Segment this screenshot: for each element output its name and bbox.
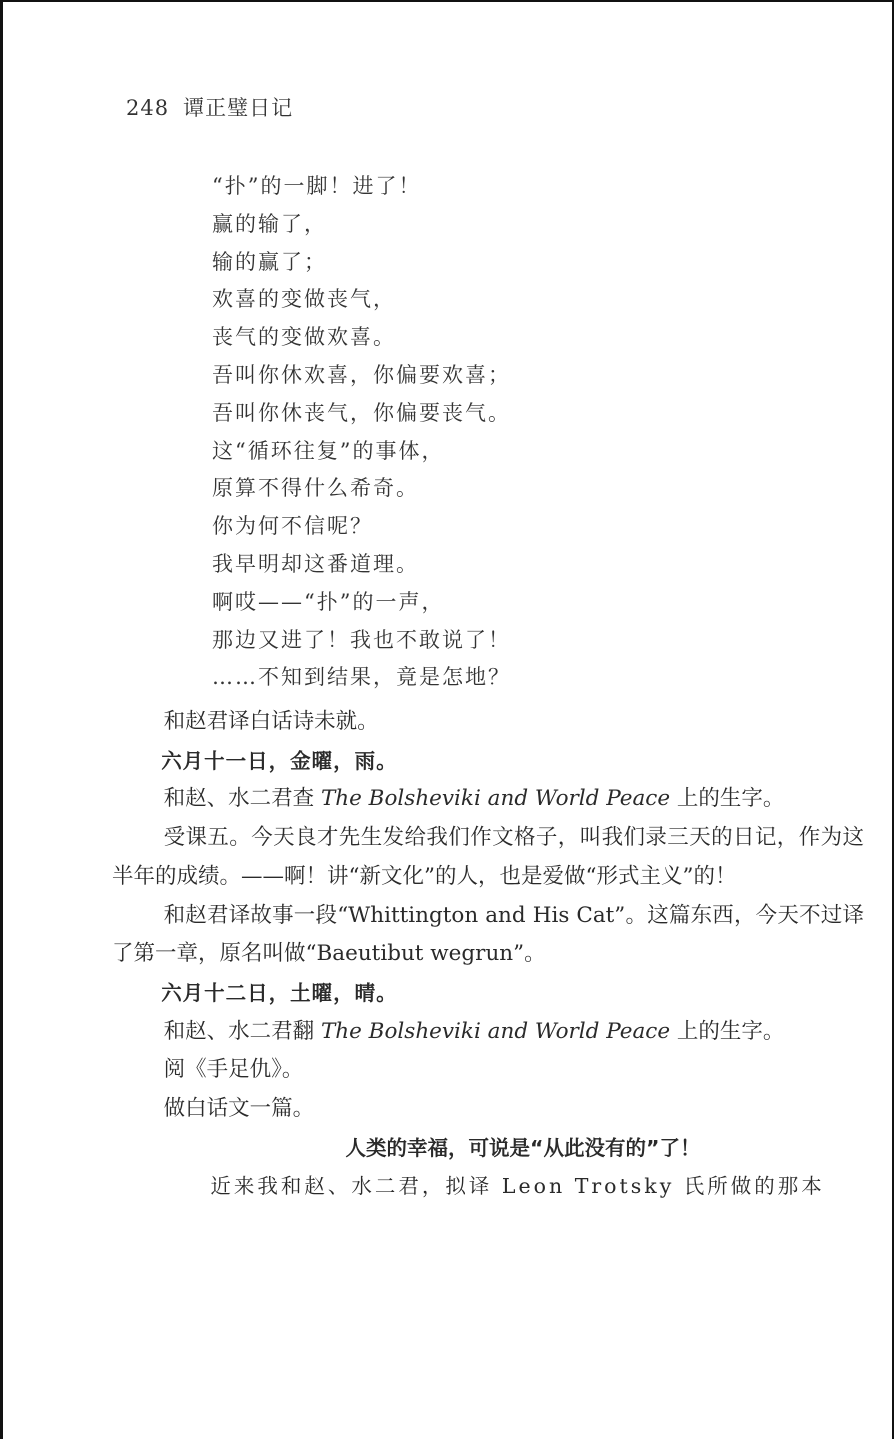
poem-line: 原算不得什么希奇。: [212, 476, 419, 501]
paragraph-text: 上的生字。: [670, 1018, 785, 1044]
poem-line: 赢的输了，: [212, 211, 327, 236]
page-number: 248: [126, 96, 170, 120]
paragraph: 受课五。今天良才先生发给我们作文格子，叫我们录三天的日记，作为这半年的成绩。——啊！讲“新文化”的人，也是爱做“形式主义”的！: [112, 825, 864, 889]
poem-line: 这“循环往复”的事体，: [212, 438, 445, 463]
poem-line: 那边又进了！我也不敢说了！: [212, 627, 511, 652]
essay-heading: 人类的幸福，可说是“从此没有的”了！: [345, 1135, 701, 1160]
poem-line: 丧气的变做欢喜。: [212, 325, 396, 350]
page-border-top: [0, 0, 894, 2]
poem-line: 吾叫你休丧气，你偏要丧气。: [212, 400, 511, 425]
paragraph: 近来我和赵、水二君，拟译 Leon Trotsky 氏所做的那本: [210, 1174, 825, 1199]
book-title: 谭正璧日记: [183, 96, 294, 120]
paragraph-text: 和赵、水二君查: [163, 786, 321, 812]
paragraph: 和赵君译故事一段“Whittington and His Cat”。这篇东西，今天不过译了第一章，原名叫做“Baeutibut wegrun”。: [112, 902, 864, 967]
paragraph: [112, 1013, 864, 1052]
poem-line: 吾叫你休欢喜，你偏要欢喜；: [212, 362, 511, 387]
poem-line: 啊哎——“扑”的一声，: [212, 589, 445, 614]
book-title-italic: The Bolsheviki and World Peace: [320, 786, 671, 812]
poem-line: “扑”的一脚！进了！: [212, 174, 422, 198]
paragraph-text: 上的生字。: [670, 786, 785, 812]
paragraph: 做白话文一篇。: [163, 1096, 315, 1122]
diary-date: 六月十二日，土曜，晴。: [161, 980, 398, 1005]
diary-body: [112, 703, 864, 1206]
diary-date: 六月十一日，金曜，雨。: [161, 748, 398, 773]
paragraph: 阅《手足仇》。: [163, 1057, 304, 1083]
poem-line: 我早明却这番道理。: [212, 551, 419, 576]
poem-line: 欢喜的变做丧气，: [212, 287, 396, 312]
poem-block: [212, 168, 511, 697]
poem-line: 输的赢了；: [212, 249, 327, 274]
book-title-italic: The Bolsheviki and World Peace: [320, 1018, 671, 1044]
poem-line: ……不知到结果，竟是怎地？: [212, 665, 511, 690]
paragraph: 和赵君译白话诗未就。: [163, 709, 379, 734]
paragraph: [112, 780, 864, 819]
running-header: [126, 92, 293, 122]
poem-line: 你为何不信呢？: [212, 514, 373, 539]
paragraph-text: 和赵、水二君翻: [163, 1018, 321, 1044]
page-border-left: [0, 0, 3, 1439]
